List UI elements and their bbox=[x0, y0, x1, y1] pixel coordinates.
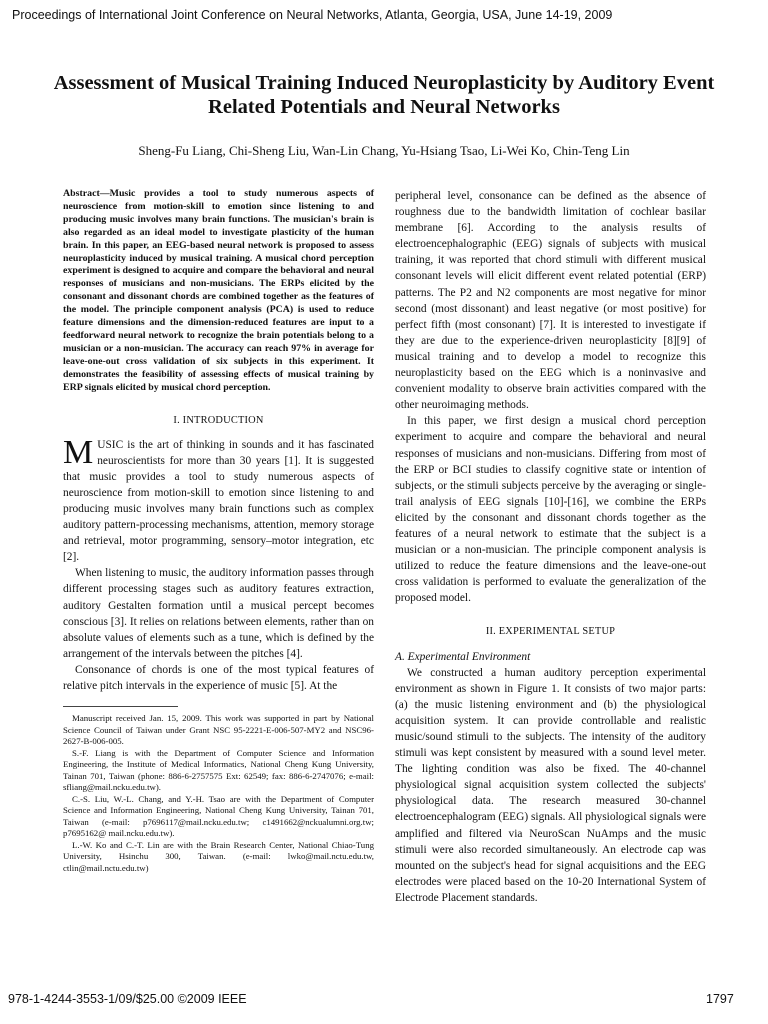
intro-paragraph-2: When listening to music, the auditory information passes through different processing stages such as auditory features extraction, auditory Gestalten formation until a musical percept becomes conscious [3]. It relies on relations between elements, rather than on absolute values of elements such as a tune, which is defined by the arrangement of the intervals between the pitches [4]. bbox=[63, 567, 374, 660]
abstract: Abstract—Music provides a tool to study numerous aspects of neuroscience from motion-skill to emotion since listening to and producing music involves many brain functions. The musician's brain is also regarded as an ideal model to investigate plasticity of the human brain. In this paper, an EEG-based neural network is proposed to assess neuroplasticity induced by musical training. A musical chord perception experiment is designed to acquire and compare the behavioral and neural responses of musicians and non-musicians. The ERPs elicited by the consonant and dissonant chords are combined together as the features of the model. The principle component analysis (PCA) is used to reduce feature dimensions and the dimension-reduced features are input to a feedforward neural network to recognize the brain potentials belong to a musician or a non-musician. The accuracy can reach 97% in average for leave-one-out cross validation of six subjects in this experiment. It demonstrates the feasibility of assessing effects of musical training by ERP signals elicited by musical chord perception. bbox=[63, 188, 374, 393]
right-column bbox=[395, 188, 706, 906]
paper-title: Assessment of Musical Training Induced Neuroplasticity by Auditory Event Related Potentials and Neural Networks bbox=[53, 72, 715, 118]
subsection-heading: A. Experimental Environment bbox=[395, 650, 531, 663]
footnote: Manuscript received Jan. 15, 2009. This work was supported in part by National Science Council of Taiwan under Grant NSC 95-2221-E-006-507-MY2 and NSC96-2627-B-006-005. bbox=[63, 713, 374, 747]
intro-paragraph-3: Consonance of chords is one of the most typical features of relative pitch intervals in the experience of music [5]. At the bbox=[63, 663, 374, 692]
author-list: Sheng-Fu Liang, Chi-Sheng Liu, Wan-Lin Chang, Yu-Hsiang Tsao, Li-Wei Ko, Chin-Teng Lin bbox=[138, 143, 630, 158]
intro-paragraph-1-text: USIC is the art of thinking in sounds and it has fascinated neuroscientists for more than 30 years [1]. It is suggested that music provides a tool to study numerous aspects of neuroscience from motion-skill to emotion since listening to and producing music involves many brain functions such as complex auditory pattern-processing mechanisms, attention, memory storage and retrieval, motor programming, sensory–motor integration, etc [2]. bbox=[63, 438, 374, 564]
left-column bbox=[63, 188, 374, 874]
page-number: 1797 bbox=[706, 992, 734, 1006]
footnote: C.-S. Liu, W.-L. Chang, and Y.-H. Tsao are with the Department of Computer Science and Information Engineering, National Cheng Kung University, Tainan 701, Taiwan (e-mail: p7696117@mail.ncku.edu.tw; c1491662@nckualumni.org.tw; p7695162@ mail.ncku.edu.tw). bbox=[63, 793, 374, 839]
right-paragraph-1: peripheral level, consonance can be defined as the absence of roughness due to the bandwidth limitation of cochlear basilar membrane [6]. According to the analysis results of electroencephalographic (EEG) signals of subjects with musical training, it was reported that chord stimuli with different musical consonant levels will elicit different event related potential (ERP) patterns. The P2 and N2 components are most negative for minor second (most dissonant) and least negative (or most positive) for perfect fifth (most consonant) [7]. It is interested to investigate if they are due to the experience-driven neuroplasticity [8][9] of musical training and to develop a model to recognize this neuroplasticity based on the EEG which is a noninvasive and convenient modality to observe brain activities compared with the other neuroimaging methods. bbox=[395, 190, 706, 412]
section-heading-introduction: I. INTRODUCTION bbox=[173, 414, 264, 426]
copyright-footer: 978-1-4244-3553-1/09/$25.00 ©2009 IEEE bbox=[8, 992, 247, 1006]
section-heading-experimental-setup: II. EXPERIMENTAL SETUP bbox=[485, 626, 616, 638]
drop-cap: M bbox=[63, 433, 94, 471]
right-paragraph-3: We constructed a human auditory perception experimental environment as shown in Figure 1. It consists of two major parts: (a) the music listening environment and (b) the physiological acquisition system. It can provide controllable and realistic music/sound stimuli to the subjects. The intensity of the auditory stimuli was kept consistent by measured with a sound level meter. The lighting condition was also be fixed. The 40-channel physiological signal acquisition system collected the subjects' physiological data. The research measured 30-channel electroencephalogram (EEG) signals. All physiological signals were amplified and filtered via NeuroScan NuAmps and the music stimuli were also recorded simultaneously. An electrode cap was mounted on the subject's head for signal acquisitions and the EEG electrodes were placed based on the 10-20 International System of Electrode Placement standards. bbox=[395, 666, 706, 904]
footnote-divider bbox=[63, 706, 178, 707]
footnotes bbox=[63, 713, 374, 874]
conference-header: Proceedings of International Joint Conference on Neural Networks, Atlanta, Georgia, USA, June 14-19, 2009 bbox=[12, 8, 613, 22]
footnote: S.-F. Liang is with the Department of Computer Science and Information Engineering, the Institute of Medical Informatics, National Cheng Kung University, Tainan 701, Taiwan (phone: 886-6-2757575 Ext: 62549; fax: 886-6-2747076; e-mail: sfliang@mail.ncku.edu.tw). bbox=[63, 747, 374, 793]
intro-paragraph-1 bbox=[63, 433, 374, 566]
footnote: L.-W. Ko and C.-T. Lin are with the Brain Research Center, National Chiao-Tung University, Hsinchu 300, Taiwan. (e-mail: lwko@mail.nctu.edu.tw, ctlin@mail.nctu.edu.tw) bbox=[63, 839, 374, 873]
right-paragraph-2: In this paper, we first design a musical chord perception experiment to acquire and compare the behavioral and neural responses of musicians and non-musicians. Differing from most of the ERP or BCI studies to classify cognitive state or intention of subjects, or the stimuli subjects perceive by the averaging or single-trail analysis of EEG signals [10]-[16], we combine the ERPs elicited by the consonant and dissonant chords together as the features of a neural network to estimate that the subject is a musician or a non-musician. The principle component analysis is utilized to reduce the feature dimensions and the leave-one-out cross validation is performed to evaluate the generalization of the proposed model. bbox=[395, 415, 706, 605]
